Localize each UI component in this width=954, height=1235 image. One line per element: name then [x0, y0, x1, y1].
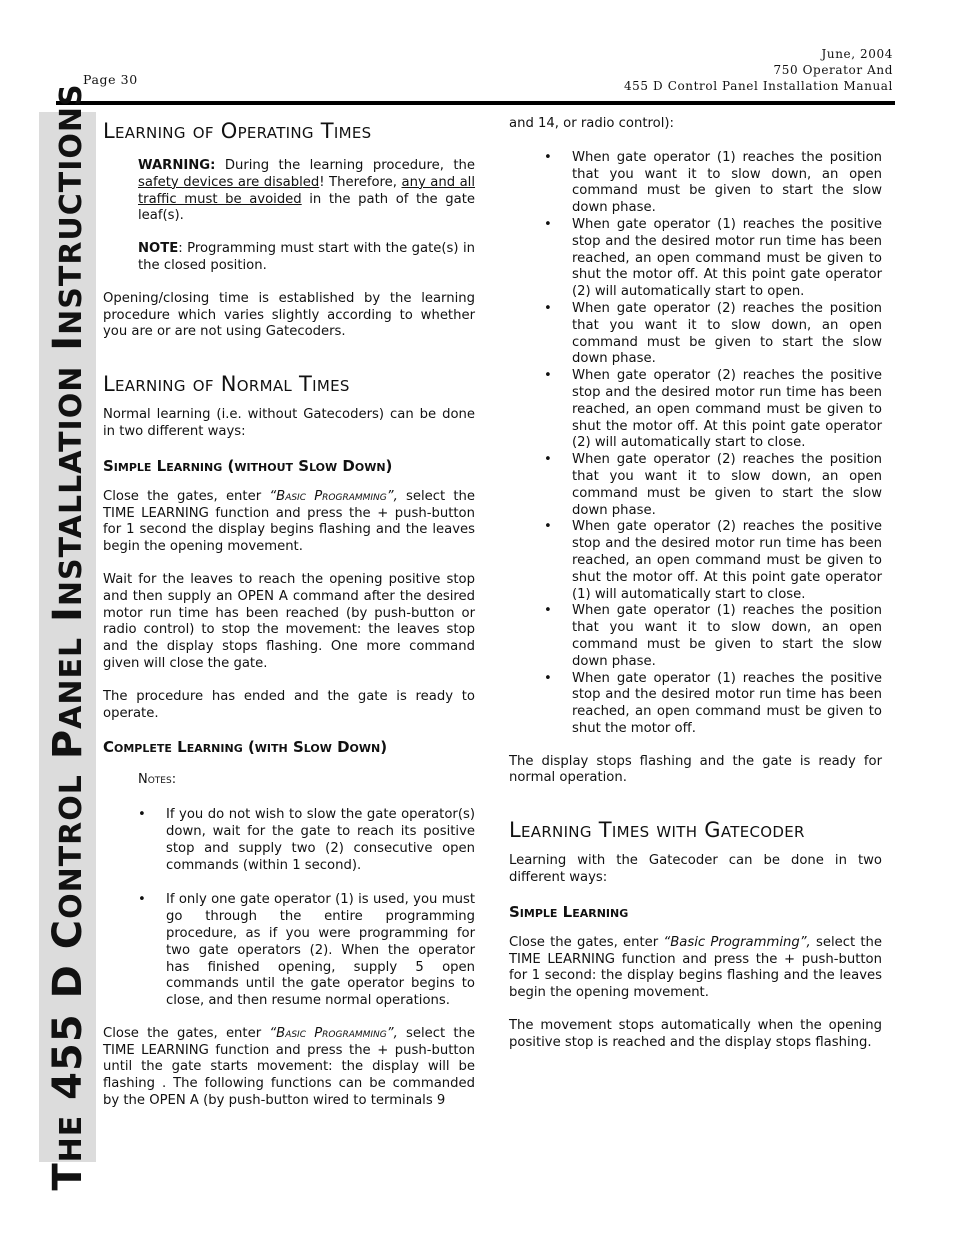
notes-label [138, 772, 475, 789]
list-item: • When gate operator (2) reaches the position that you want it to slow down, an open command must be given to start the slow down phase. [544, 452, 882, 519]
paragraph-wait-leaves: Wait for the leaves to reach the opening positive stop and then supply an OPEN A command after the desired motor run time has been reached (by push-button or radio control) to stop the movement: the leaves stop and the display stops flashing. One more command given will close the gate. [103, 571, 475, 671]
close1-text-b: select the TIME LEARNING function and press the + push-button for 1 second the display begins flashing and the leaves begin the opening movement. [103, 488, 475, 555]
note-label: NOTE [138, 241, 179, 257]
heading-complete-learning: Complete Learning (with Slow Down) [103, 738, 388, 757]
warning-text-1: During the learning procedure, the [215, 158, 475, 173]
paragraph-continuation: and 14, or radio control): [509, 116, 674, 131]
heading-simple-learning-2: Simple Learning [509, 902, 629, 921]
header-rule [56, 101, 895, 105]
close3-emphasis: “Basic Programming”, [663, 934, 811, 950]
list-item: • When gate operator (1) reaches the position that you want it to slow down, an open command must be given to start the slow down phase. [544, 150, 882, 217]
warning-text-2: ! Therefore, [319, 174, 402, 190]
close2-emphasis: “Basic Programming”, [269, 1025, 398, 1041]
warning-underline-2: any and all traffic must be avoided [138, 174, 475, 207]
paragraph-movement-stops: The movement stops automatically when the opening positive stop is reached and the display stops flashing. [509, 1018, 882, 1050]
document-header [624, 46, 893, 94]
paragraph-close-gates-2 [103, 1026, 475, 1110]
close1-text-a: Close the gates, enter [103, 488, 270, 504]
paragraph-close-gates-3 [509, 935, 882, 1002]
paragraph-procedure-ended: The procedure has ended and the gate is ready to operate. [103, 688, 475, 721]
close3-text-b: select the TIME LEARNING function and press the + push-button for 1 second: the display begins flashing and the leaves begin the opening movement. [509, 934, 883, 1001]
list-item: • If only one gate operator (1) is used, you must go through the entire programming procedure, as if you were programming for two gate operators (2). When the operator has finished opening, supply 5 open commands until the gate operator begins to close, and then resume normal operations. [138, 892, 475, 1010]
operator-steps-list [544, 150, 882, 738]
list-item: • When gate operator (1) reaches the positive stop and the desired motor run time has been reached, an open command must be given to shut the motor off. [544, 671, 882, 738]
note-paragraph [138, 241, 475, 275]
list-item: • When gate operator (2) reaches the positive stop and the desired motor run time has been reached, an open command must be given to shut the motor off. At this point gate operator (1) will automatically start to close. [544, 519, 882, 603]
notes-label-text: Notes: [138, 772, 177, 788]
close2-text-b: select the TIME LEARNING function and press the + push-button until the gate starts movement: the display will be flashing . The following functions can be commanded by the OPEN A (by push-button wired to terminals 9 [103, 1025, 475, 1109]
header-product: 750 Operator And [773, 63, 893, 77]
list-item: • When gate operator (1) reaches the positive stop and the desired motor run time has been reached, an open command must be given to shut the motor off. At this point gate operator (2) will automatically start to open. [544, 217, 882, 301]
header-manual-title: 455 D Control Panel Installation Manual [623, 79, 893, 93]
note-text: : Programming must start with the gate(s) in the closed position. [138, 241, 475, 273]
list-item: • If you do not wish to slow the gate operator(s) down, wait for the gate to reach its positive stop and supply two (2) consecutive open commands (within 1 second). [138, 807, 475, 874]
heading-operating-times: Learning of Operating Times [103, 119, 372, 143]
sidebar-title-text: THE 455 D CONTROL PANEL INSTALLATION INSTRUCTIONS [44, 83, 91, 1191]
paragraph-gatecoder: Learning with the Gatecoder can be done in two different ways: [509, 853, 882, 886]
warning-underline-1: safety devices are disabled [138, 174, 320, 190]
notes-list [138, 807, 475, 1010]
left-column [103, 118, 475, 1110]
paragraph-close-gates-1 [103, 489, 475, 556]
close2-text-a: Close the gates, enter [103, 1025, 270, 1041]
close1-emphasis: “Basic Programming”, [269, 488, 398, 504]
list-item: • When gate operator (2) reaches the position that you want it to slow down, an open command must be given to start the slow down phase. [544, 301, 882, 368]
close3-text-a: Close the gates, enter [509, 934, 664, 950]
warning-text-3: in the path of the gate leaf(s). [138, 191, 475, 224]
heading-gatecoder: Learning Times with Gatecoder [509, 818, 805, 843]
sidebar-banner [39, 83, 96, 1191]
heading-simple-learning: Simple Learning (without Slow Down) [103, 456, 393, 475]
sidebar-title [45, 83, 91, 1190]
heading-normal-times: Learning of Normal Times [103, 372, 350, 397]
list-item: • When gate operator (1) reaches the position that you want it to slow down, an open command must be given to start the slow down phase. [544, 603, 882, 670]
paragraph-normal-learning: Normal learning (i.e. without Gatecoders) can be done in two different ways: [103, 407, 475, 439]
list-item: • When gate operator (2) reaches the positive stop and the desired motor run time has been reached, an open command must be given to shut the motor off. At this point gate operator (2) will automatically start to close. [544, 368, 882, 452]
warning-label: WARNING: [138, 158, 216, 173]
right-column [509, 116, 882, 1052]
header-date: June, 2004 [821, 47, 893, 61]
paragraph-opening-closing: Opening/closing time is established by the learning procedure which varies slightly according to whether you are or are not using Gatecoders. [103, 290, 475, 340]
warning-paragraph [138, 158, 475, 225]
page-number: Page 30 [83, 72, 138, 87]
paragraph-display-stops: The display stops flashing and the gate is ready for normal operation. [509, 753, 882, 786]
